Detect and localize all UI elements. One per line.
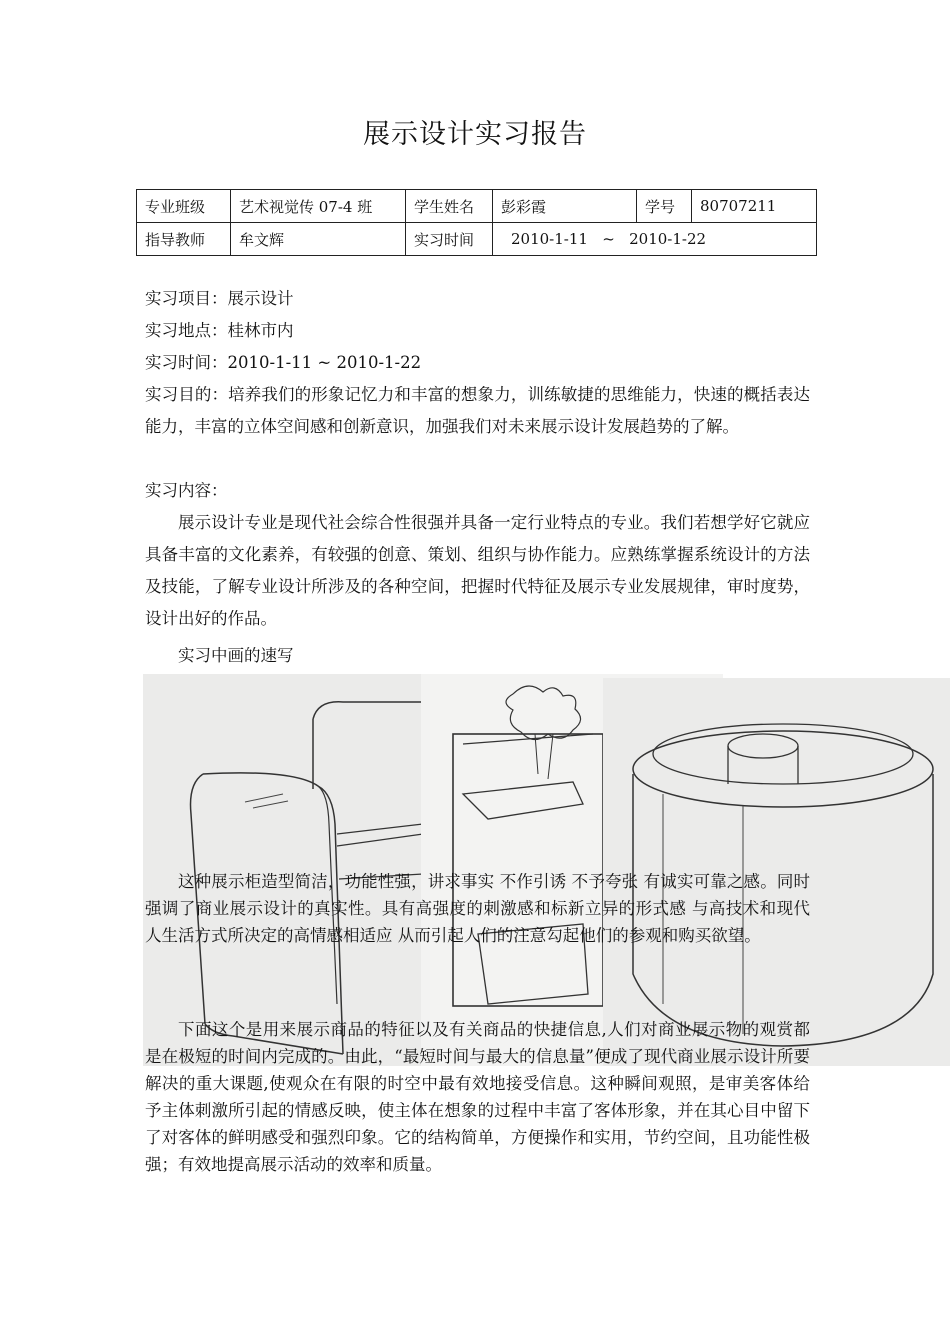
sketch-heading: 实习中画的速写 bbox=[178, 646, 294, 665]
time-label: 实习时间 bbox=[406, 223, 493, 256]
id-label: 学号 bbox=[637, 190, 692, 223]
display-paragraph: 下面这个是用来展示商品的特征以及有关商品的快捷信息,人们对商业展示物的观赏都是在极短的时间内完成的。由此，“最短时间与最大的信息量”便成了现代商业展示设计所要解决的重大课题,使观众在有限的时空中最有效地接受信息。这种瞬间观照，是审美客体给予主体刺激所引起的情感反映，使主体在想象的过程中丰富了客体形象，并在其心目中留下了对客体的鲜明感受和强烈印象。它的结构简单，方便操作和实用，节约空间，且功能性极强；有效地提高展示活动的效率和质量。 bbox=[145, 1020, 810, 1174]
table-row bbox=[137, 190, 817, 223]
time-line: 实习时间：2010-1-11 ~ 2010-1-22 bbox=[145, 353, 422, 372]
page-title: 展示设计实习报告 bbox=[363, 119, 587, 150]
class-value: 艺术视觉传 07-4 班 bbox=[231, 190, 406, 223]
purpose-paragraph: 实习目的：培养我们的形象记忆力和丰富的想象力，训练敏捷的思维能力，快速的概括表达能力，丰富的立体空间感和创新意识，加强我们对未来展示设计发展趋势的了解。 bbox=[145, 385, 810, 436]
content-label: 实习内容： bbox=[145, 481, 228, 500]
location-line: 实习地点：桂林市内 bbox=[145, 321, 294, 340]
class-label: 专业班级 bbox=[137, 190, 231, 223]
info-table bbox=[136, 189, 817, 256]
table-row bbox=[137, 223, 817, 256]
teacher-label: 指导教师 bbox=[137, 223, 231, 256]
student-value: 彭彩霞 bbox=[493, 190, 637, 223]
teacher-value: 牟文辉 bbox=[231, 223, 406, 256]
project-line: 实习项目：展示设计 bbox=[145, 289, 294, 308]
intro-paragraph: 展示设计专业是现代社会综合性很强并具备一定行业特点的专业。我们若想学好它就应具备丰富的文化素养，有较强的创意、策划、组织与协作能力。应熟练掌握系统设计的方法及技能，了解专业设计所涉及的各种空间，把握时代特征及展示专业发展规律，审时度势，设计出好的作品。 bbox=[145, 513, 810, 628]
id-value: 80707211 bbox=[692, 190, 817, 223]
student-label: 学生姓名 bbox=[406, 190, 493, 223]
time-value: 2010-1-11 ~ 2010-1-22 bbox=[493, 223, 817, 256]
cabinet-paragraph: 这种展示柜造型简洁，功能性强，讲求事实 不作引诱 不予夸张 有诚实可靠之感。同时 强调了商业展示设计的真实性。具有高强度的刺激感和标新立异的形式感 与高技术和现代人生活方式所决定的高情感相适应 从而引起人们的注意勾起他们的参观和购买欲望。 bbox=[145, 872, 810, 945]
